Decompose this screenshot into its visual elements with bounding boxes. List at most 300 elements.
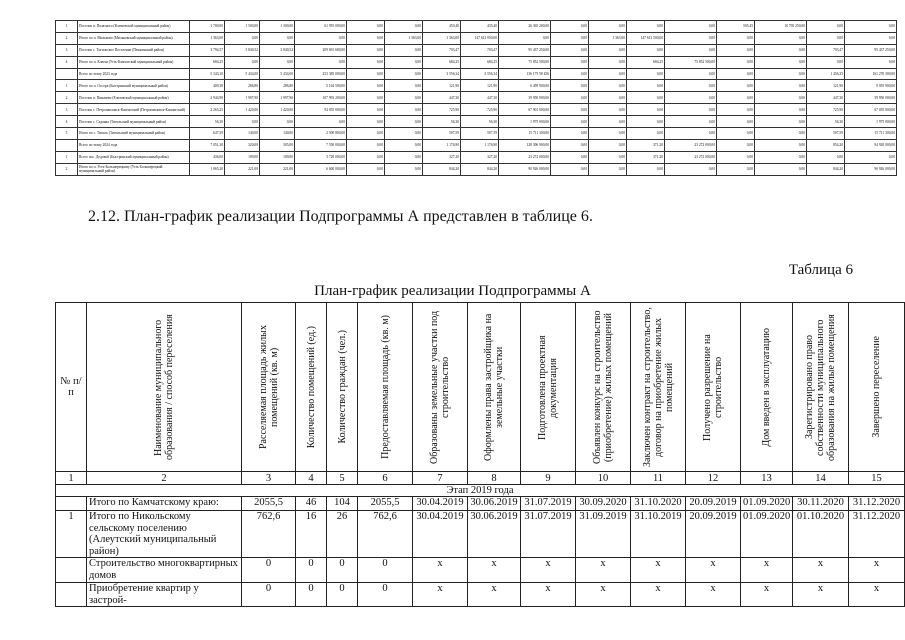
table-cell: x <box>468 583 521 607</box>
top-table-row <box>56 32 897 44</box>
top-table-cell: 844,20 <box>807 163 845 175</box>
table-cell: 31.10.2020 <box>631 497 686 511</box>
top-table-cell: 0,00 <box>755 104 807 116</box>
top-table-row <box>56 104 897 116</box>
table-cell: 0 <box>327 583 358 607</box>
top-table-cell: 0,00 <box>589 44 627 56</box>
table-cell: 0 <box>242 558 296 583</box>
table-cell: 1 <box>56 511 87 558</box>
top-table-cell: 844,20 <box>423 163 461 175</box>
top-table-row <box>56 116 897 128</box>
top-table-cell: 0,00 <box>260 116 295 128</box>
top-table-cell: 507,59 <box>807 128 845 140</box>
top-table-cell: 684,25 <box>190 56 225 68</box>
header-permit-received: Получено разрешение на строительство <box>686 303 741 472</box>
top-table-cell: 0,00 <box>717 116 755 128</box>
top-table-cell: 0,00 <box>551 56 589 68</box>
table-cell: 2055,5 <box>242 497 296 511</box>
top-table-cell: 0,00 <box>665 163 717 175</box>
top-table-cell: 1 176,90 <box>423 139 461 151</box>
top-table-cell: Всего по этапу 2024 года <box>78 139 190 151</box>
top-table-cell: 2 <box>56 32 78 44</box>
top-table-cell: Итого по п. Ключи (Усть-Камчатский муниципальный район) <box>78 56 190 68</box>
top-table-cell: 0,00 <box>347 32 385 44</box>
top-table-cell: Всего по этапу 2023 года <box>78 68 190 80</box>
header-house-commissioned: Дом введен в эксплуатацию <box>741 303 793 472</box>
top-table-cell: 5 <box>56 128 78 140</box>
table-cell: 31.12.2020 <box>849 511 905 558</box>
top-table-cell: 109,00 <box>225 151 260 163</box>
top-table-cell: 6 459 900,00 <box>499 80 551 92</box>
top-table-cell <box>56 139 78 151</box>
top-table-cell: 67 055 000,00 <box>845 104 897 116</box>
top-table-row <box>56 92 897 104</box>
table-cell: 31.12.2020 <box>849 497 905 511</box>
top-table-cell: 0,00 <box>589 104 627 116</box>
top-table-cell: Итого по п. Усть-Большерецкому (Усть-Большерецкий муниципальный район) <box>78 163 190 175</box>
top-table-row <box>56 21 897 33</box>
column-number: 4 <box>296 472 327 485</box>
top-table-cell: 0,00 <box>627 104 665 116</box>
column-number: 8 <box>468 472 521 485</box>
table-cell: 2055,5 <box>358 497 413 511</box>
table-cell: x <box>413 558 468 583</box>
top-table-cell: Поселок п. Палатного (Ключевской муниципальный район) <box>78 21 190 33</box>
top-table-cell: 9 055 900,00 <box>845 80 897 92</box>
top-table-row <box>56 128 897 140</box>
top-table-cell: 3 840,52 <box>225 44 260 56</box>
top-table-cell: 0,00 <box>755 151 807 163</box>
top-table-cell: 0,00 <box>845 32 897 44</box>
top-table-cell: 0,00 <box>589 163 627 175</box>
top-table-cell: 3 <box>56 104 78 116</box>
table-cell: 0 <box>296 558 327 583</box>
row-name: Итого по Камчатскому краю: <box>87 497 242 511</box>
top-table-cell: 0,00 <box>589 21 627 33</box>
top-table-cell: 0,00 <box>260 32 295 44</box>
top-table-cell: 0,00 <box>807 32 845 44</box>
top-table-cell: 0,00 <box>627 21 665 33</box>
top-table-cell: 0,00 <box>347 92 385 104</box>
top-table-cell: 140,00 <box>260 128 295 140</box>
top-table-cell: 447,30 <box>461 92 499 104</box>
top-table-cell: 1 <box>56 151 78 163</box>
top-table-cell: 684,25 <box>423 56 461 68</box>
header-number: № п/п <box>56 303 87 472</box>
table-cell: x <box>741 583 793 607</box>
column-number: 6 <box>358 472 413 485</box>
top-table-cell: 147 612 050,00 <box>461 32 499 44</box>
top-table-cell: 0,00 <box>385 92 423 104</box>
top-table-cell: 0,00 <box>589 151 627 163</box>
top-table-cell: 90 926 000,00 <box>845 163 897 175</box>
header-project-docs: Подготовлена проектная документация <box>521 303 576 472</box>
top-table-cell: 0,00 <box>295 56 347 68</box>
top-table-cell: 221,00 <box>225 163 260 175</box>
top-table-cell: 435,40 <box>461 21 499 33</box>
top-table-cell: 56,30 <box>807 116 845 128</box>
top-table-cell: 0,00 <box>755 80 807 92</box>
top-table-cell: 0,00 <box>589 80 627 92</box>
top-table-cell: 725,90 <box>461 104 499 116</box>
top-table-cell: 0,00 <box>807 21 845 33</box>
top-table-cell: 0,00 <box>665 32 717 44</box>
top-table-cell: 39 950 000,00 <box>845 92 897 104</box>
top-table-cell: 0,00 <box>845 151 897 163</box>
top-table-cell: 0,00 <box>385 128 423 140</box>
top-table-cell: 320,00 <box>225 139 260 151</box>
top-table-cell: 0,00 <box>551 104 589 116</box>
top-table-row <box>56 68 897 80</box>
top-table-cell: 140,00 <box>225 128 260 140</box>
top-table-cell: 0,00 <box>627 80 665 92</box>
schedule-table <box>55 302 905 607</box>
top-table-cell: 1 065,20 <box>190 163 225 175</box>
top-table-cell: 0,00 <box>225 116 260 128</box>
top-table-cell: 2 <box>56 92 78 104</box>
top-table-cell: 1 363,00 <box>423 32 461 44</box>
top-table-cell: 0,00 <box>665 44 717 56</box>
stage-label: Этап 2019 года <box>56 485 905 497</box>
top-table-cell: 0,00 <box>627 92 665 104</box>
column-number: 9 <box>521 472 576 485</box>
table-cell: x <box>686 583 741 607</box>
top-table-cell: 3 556,34 <box>423 68 461 80</box>
table-cell: 31.09.2019 <box>576 511 631 558</box>
top-table-cell: 7 051,30 <box>190 139 225 151</box>
table-cell: 01.09.2020 <box>741 511 793 558</box>
top-table-cell: 0,00 <box>717 139 755 151</box>
top-table-cell: 0,00 <box>627 163 665 175</box>
top-table-cell: 23 272 000,00 <box>665 151 717 163</box>
column-number: 7 <box>413 472 468 485</box>
table-row <box>56 558 905 583</box>
top-table-cell: 447,30 <box>423 92 461 104</box>
top-table-cell: 2 500 800,00 <box>295 128 347 140</box>
top-table-cell: 3 794,57 <box>190 44 225 56</box>
top-table-cell: 0,00 <box>385 163 423 175</box>
top-table-cell: 0,00 <box>755 68 807 80</box>
top-table-cell: Итого по п. Оссора (Быстринский муниципальный район) <box>78 80 190 92</box>
top-table-cell: 0,00 <box>627 116 665 128</box>
column-number: 11 <box>631 472 686 485</box>
table-cell: 0 <box>242 583 296 607</box>
top-table-cell: 109,00 <box>260 151 295 163</box>
top-table-cell: 0,00 <box>665 80 717 92</box>
table-cell: 30.06.2019 <box>468 511 521 558</box>
top-table-cell: 0,00 <box>665 128 717 140</box>
top-table-cell: 0,00 <box>385 21 423 33</box>
top-table-cell: 0,00 <box>551 116 589 128</box>
top-table-cell: 67 901 000,00 <box>499 104 551 116</box>
continuation-table <box>55 20 897 176</box>
top-table-cell: Поселок с. Петропавловск-Камчатский (Петропавловск-Камчатский) <box>78 104 190 116</box>
top-table-cell: 0,00 <box>589 116 627 128</box>
top-table-cell: 121,90 <box>461 80 499 92</box>
row-name: Строительство многоквартирных домов <box>87 558 242 583</box>
top-table-cell: 0,00 <box>717 104 755 116</box>
top-table-cell: 5 434,00 <box>260 68 295 80</box>
header-tender-announced: Объявлен конкурс на строительство (приобретение) жилых помещений <box>576 303 631 472</box>
top-table-cell: 1 363,00 <box>385 32 423 44</box>
top-table-cell: 0,00 <box>717 68 755 80</box>
table-cell: 0 <box>296 583 327 607</box>
table-cell <box>56 558 87 583</box>
top-table-cell: 0,00 <box>717 92 755 104</box>
table-cell: x <box>576 583 631 607</box>
top-table-cell: 209 691 680,00 <box>295 44 347 56</box>
top-table-cell: 1 456,35 <box>807 68 845 80</box>
top-table-cell: 94 920 000,00 <box>845 139 897 151</box>
top-table-cell: Итого по с. Тигиль (Тигильский муниципальный район) <box>78 128 190 140</box>
top-table-cell: 1 420,00 <box>225 104 260 116</box>
table-cell: x <box>413 583 468 607</box>
top-table-cell: 0,00 <box>385 68 423 80</box>
top-table-cell: 0,00 <box>755 163 807 175</box>
top-table-cell: 0,00 <box>347 116 385 128</box>
top-table-cell: 0,00 <box>551 128 589 140</box>
top-table-cell: 94 055 000,00 <box>295 104 347 116</box>
top-table-cell: 327,20 <box>461 151 499 163</box>
top-table-cell: 0,00 <box>845 56 897 68</box>
top-table-cell: 0,00 <box>589 92 627 104</box>
table-cell: 104 <box>327 497 358 511</box>
top-table-cell: 0,00 <box>385 44 423 56</box>
top-table-cell: 1 420,00 <box>260 104 295 116</box>
top-table-row <box>56 44 897 56</box>
top-table-cell: 0,00 <box>225 32 260 44</box>
top-table-cell <box>56 68 78 80</box>
header-municipality: Наименование муниципального образования / способ переселения <box>87 303 242 472</box>
header-ownership-registered: Зарегистрировано право собственности муниципального образования на жилые помещения <box>793 303 849 472</box>
top-table-cell: 5 343,10 <box>190 68 225 80</box>
top-table-cell: 0,00 <box>347 139 385 151</box>
table-cell: x <box>686 558 741 583</box>
top-table-cell: 1 975 000,00 <box>499 116 551 128</box>
top-table-cell: 1 700,00 <box>190 21 225 33</box>
top-table-cell: 327,20 <box>423 151 461 163</box>
table-label: Таблица 6 <box>788 262 853 278</box>
table-cell: 30.04.2019 <box>413 511 468 558</box>
top-table-cell: 703,47 <box>423 44 461 56</box>
column-number: 1 <box>56 472 87 485</box>
top-table-cell: 0,00 <box>385 80 423 92</box>
top-table-cell: 95 437 250,00 <box>499 44 551 56</box>
top-table-cell: 3 556,34 <box>461 68 499 80</box>
table-cell: 30.09.2020 <box>576 497 631 511</box>
top-table-cell: 75 852 500,00 <box>665 56 717 68</box>
top-table-cell: 15 711 300,00 <box>845 128 897 140</box>
top-table-cell: 6 600 000,00 <box>295 163 347 175</box>
top-table-cell: 0,00 <box>755 128 807 140</box>
top-table-cell: 0,00 <box>665 21 717 33</box>
top-table-cell: 0,00 <box>717 163 755 175</box>
top-table-cell: 647,59 <box>190 128 225 140</box>
top-table-cell: 286,80 <box>225 80 260 92</box>
top-table-cell: 15 711 300,00 <box>499 128 551 140</box>
row-name: Приобретение квартир у застрой- <box>87 583 242 607</box>
header-area-provided: Предоставляемая площадь (кв. м) <box>358 303 413 472</box>
column-number: 5 <box>327 472 358 485</box>
top-table-cell: 3 <box>56 44 78 56</box>
top-table-row <box>56 151 897 163</box>
top-table-cell: 0,00 <box>551 21 589 33</box>
table-cell: 762,6 <box>358 511 413 558</box>
top-table-cell: Поселок п. Пиначево (Елизовский муниципальный район) <box>78 92 190 104</box>
top-table-cell: 1 <box>56 80 78 92</box>
top-table-cell: 0,00 <box>665 68 717 80</box>
top-table-cell: 1 975 000,00 <box>845 116 897 128</box>
top-table-cell: 2 <box>56 163 78 175</box>
top-table-cell: 844,20 <box>461 163 499 175</box>
top-table-cell: 0,00 <box>717 80 755 92</box>
top-table-cell: 0,00 <box>589 68 627 80</box>
top-table-cell: 0,00 <box>589 56 627 68</box>
top-table-cell: 1 997,90 <box>225 92 260 104</box>
top-table-cell: 5 434,00 <box>225 68 260 80</box>
table-cell: 30.04.2019 <box>413 497 468 511</box>
top-table-cell: 0,00 <box>755 32 807 44</box>
top-table-cell: 61 955 000,00 <box>295 21 347 33</box>
column-number: 12 <box>686 472 741 485</box>
table-cell: 31.10.2019 <box>631 511 686 558</box>
column-numbers-row <box>56 472 905 485</box>
top-table-cell: 56,30 <box>461 116 499 128</box>
top-table-cell: 56,30 <box>190 116 225 128</box>
table-cell: x <box>793 558 849 583</box>
top-table-row <box>56 139 897 151</box>
top-table-row <box>56 163 897 175</box>
top-table-row <box>56 80 897 92</box>
table-cell: 46 <box>296 497 327 511</box>
top-table-cell: 0,00 <box>551 163 589 175</box>
table-row <box>56 497 905 511</box>
top-table-cell: 90 926 000,00 <box>499 163 551 175</box>
top-table-cell: 3 720 000,00 <box>295 151 347 163</box>
column-number: 3 <box>242 472 296 485</box>
top-table-cell: 0,00 <box>845 21 897 33</box>
top-table-cell: 0,00 <box>627 128 665 140</box>
top-table-cell: 0,00 <box>347 128 385 140</box>
top-table-cell: 371,20 <box>627 139 665 151</box>
table-cell: x <box>741 558 793 583</box>
top-table-cell: 0,00 <box>385 151 423 163</box>
top-table-cell: 0,00 <box>347 44 385 56</box>
top-table-cell: 26 365 200,00 <box>499 21 551 33</box>
top-table-cell: 23 272 000,00 <box>665 139 717 151</box>
top-table-cell: 0,00 <box>295 32 347 44</box>
table-cell: x <box>631 583 686 607</box>
top-table-cell: 1 <box>56 21 78 33</box>
top-table-cell: 23 272 000,00 <box>499 151 551 163</box>
top-table-cell: Поселок с. Седанка (Тигильский муниципальный район) <box>78 116 190 128</box>
top-table-cell: 0,00 <box>385 104 423 116</box>
top-table-cell: 7 550 000,00 <box>295 139 347 151</box>
table-cell: x <box>849 558 905 583</box>
top-table-cell: 75 852 500,00 <box>499 56 551 68</box>
top-table-cell: 4 <box>56 116 78 128</box>
top-table-cell: 136 175 58 456 <box>499 68 551 80</box>
top-table-cell: 0,00 <box>347 56 385 68</box>
top-table-cell: 0,00 <box>755 116 807 128</box>
top-table-cell: 0,00 <box>627 44 665 56</box>
table-cell: 762,6 <box>242 511 296 558</box>
table-cell: 0 <box>327 558 358 583</box>
top-table-cell: 0,00 <box>385 56 423 68</box>
top-table-cell: 0,00 <box>551 44 589 56</box>
stage-row <box>56 485 905 497</box>
table-row <box>56 583 905 607</box>
top-table-cell: 10 705 250,00 <box>755 21 807 33</box>
table-cell: 30.06.2019 <box>468 497 521 511</box>
top-table-cell: 0,00 <box>627 68 665 80</box>
table-cell: x <box>576 558 631 583</box>
top-table-cell: 0,00 <box>807 56 845 68</box>
top-table-cell: 0,00 <box>385 139 423 151</box>
header-rooms-count: Количество помещений (ед.) <box>296 303 327 472</box>
table-row <box>56 511 905 558</box>
table-cell: 30.11.2020 <box>793 497 849 511</box>
header-contract-signed: Заключен контракт на строительство, договор на приобретение жилых помещений <box>631 303 686 472</box>
top-table-row <box>56 56 897 68</box>
top-table-cell: 1 997,90 <box>260 92 295 104</box>
column-number: 13 <box>741 472 793 485</box>
top-table-cell: 371,20 <box>627 151 665 163</box>
top-table-cell: 0,00 <box>347 104 385 116</box>
top-table-cell: 2 265,25 <box>190 104 225 116</box>
top-table-cell: 0,00 <box>551 80 589 92</box>
top-table-cell: 0,00 <box>347 151 385 163</box>
top-table-cell: 0,00 <box>717 56 755 68</box>
top-table-cell: 121,90 <box>423 80 461 92</box>
top-table-cell: 1 300,00 <box>260 21 295 33</box>
table-cell: 16 <box>296 511 327 558</box>
top-table-cell: 0,00 <box>551 151 589 163</box>
intro-sentence: 2.12. План-график реализации Подпрограммы А представлен в таблице 6. <box>88 208 593 225</box>
top-table-cell: 1 363,00 <box>190 32 225 44</box>
top-table-cell: 0,00 <box>385 116 423 128</box>
top-table-cell: 450,40 <box>423 21 461 33</box>
table-cell: 31.07.2019 <box>521 511 576 558</box>
top-table-cell: 703,47 <box>807 44 845 56</box>
header-developer-rights: Оформлены права застройщика на земельные участки <box>468 303 521 472</box>
top-table-cell: 107 993 200,00 <box>295 92 347 104</box>
top-table-cell: 0,00 <box>551 32 589 44</box>
top-table-cell: 505,45 <box>717 21 755 33</box>
top-table-cell: 0,00 <box>717 151 755 163</box>
top-table-cell: 0,00 <box>717 44 755 56</box>
top-table-cell: 0,00 <box>665 116 717 128</box>
table-cell: x <box>521 583 576 607</box>
top-table-cell: 0,00 <box>665 104 717 116</box>
column-number: 2 <box>87 472 242 485</box>
column-number: 10 <box>576 472 631 485</box>
top-table-cell: 161 270 300,00 <box>845 68 897 80</box>
top-table-cell: 0,00 <box>551 139 589 151</box>
column-number: 14 <box>793 472 849 485</box>
top-table-cell: 5 164 500,00 <box>295 80 347 92</box>
table-cell <box>56 497 87 511</box>
top-table-cell: 128 396 900,00 <box>499 139 551 151</box>
table-title: План-график реализации Подпрограммы А <box>314 283 591 299</box>
top-table-cell: 0,00 <box>551 92 589 104</box>
top-table-cell: 56,30 <box>423 116 461 128</box>
top-table-cell: Поселок с. Тигильское Поселение (Пенжинский район) <box>78 44 190 56</box>
top-table-cell: 684,25 <box>461 56 499 68</box>
table-cell: 20.09.2019 <box>686 497 741 511</box>
table-cell: x <box>521 558 576 583</box>
top-table-cell: 221,00 <box>260 163 295 175</box>
